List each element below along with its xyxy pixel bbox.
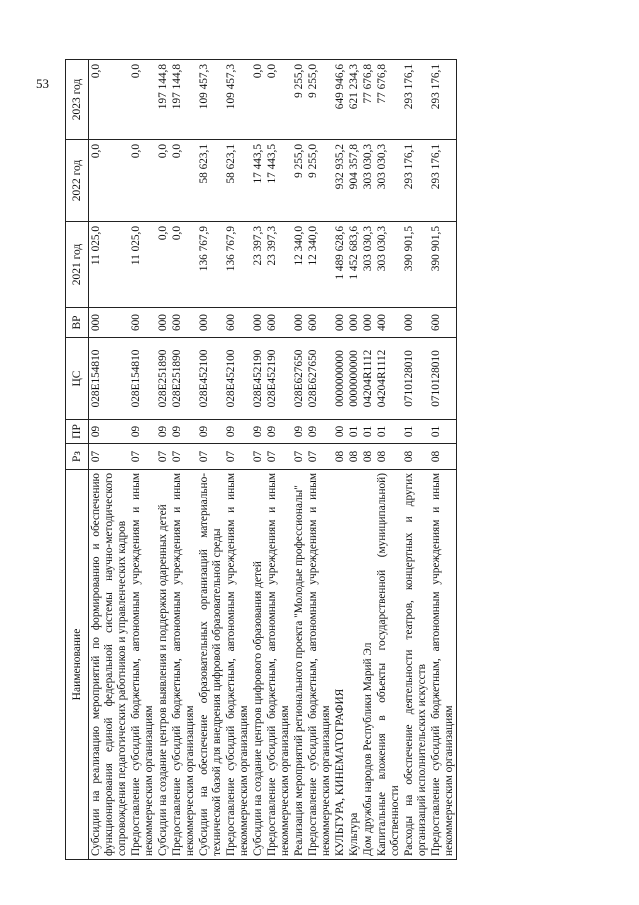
row-2021: 390 901,5 xyxy=(402,222,429,308)
row-pr: 01 xyxy=(361,420,375,444)
row-vr: 600 xyxy=(306,308,333,338)
row-2022: 17 443,5 xyxy=(251,140,265,222)
row-vr: 000 xyxy=(361,308,375,338)
header-vr: ВР xyxy=(66,308,89,338)
row-pr: 09 xyxy=(197,420,224,444)
row-pr: 09 xyxy=(224,420,251,444)
row-rz: 08 xyxy=(402,444,429,470)
row-2023: 77 676,8 xyxy=(375,60,402,140)
row-2022: 0,0 xyxy=(89,140,130,222)
row-2022: 303 030,3 xyxy=(375,140,402,222)
row-cs: 028E452190 xyxy=(251,338,265,420)
row-vr: 000 xyxy=(89,308,130,338)
row-2022: 932 935,2 xyxy=(333,140,347,222)
row-rz: 07 xyxy=(156,444,170,470)
row-rz: 07 xyxy=(251,444,265,470)
row-vr: 000 xyxy=(197,308,224,338)
header-pr: ПР xyxy=(66,420,89,444)
row-rz: 08 xyxy=(375,444,402,470)
row-rz: 07 xyxy=(265,444,292,470)
row-2023: 109 457,3 xyxy=(224,60,251,140)
row-vr: 400 xyxy=(375,308,402,338)
row-2023: 197 144,8 xyxy=(156,60,170,140)
header-2022: 2022 год xyxy=(66,140,89,222)
table-row xyxy=(251,60,265,860)
row-cs: 028E452100 xyxy=(224,338,251,420)
row-cs: 04204R1112 xyxy=(375,338,402,420)
table-row xyxy=(129,60,156,860)
row-name: Субсидии на создание центров цифрового образования детей xyxy=(251,470,265,860)
table-row xyxy=(292,60,306,860)
row-2023: 0,0 xyxy=(251,60,265,140)
table-row xyxy=(89,60,130,860)
row-2022: 904 357,8 xyxy=(347,140,361,222)
row-rz: 07 xyxy=(292,444,306,470)
row-2023: 0,0 xyxy=(129,60,156,140)
row-2022: 0,0 xyxy=(170,140,197,222)
row-name: Культура xyxy=(347,470,361,860)
row-2022: 58 623,1 xyxy=(197,140,224,222)
row-2023: 293 176,1 xyxy=(429,60,457,140)
row-2021: 12 340,0 xyxy=(306,222,333,308)
row-2021: 303 030,3 xyxy=(375,222,402,308)
row-name: Предоставление субсидий бюджетным, автономным учреждениям и иным некоммерческим организациям xyxy=(129,470,156,860)
budget-table-container xyxy=(65,60,625,860)
row-pr: 01 xyxy=(347,420,361,444)
row-name: Предоставление субсидий бюджетным, автономным учреждениям и иным некоммерческим организациям xyxy=(170,470,197,860)
row-name: Предоставление субсидий бюджетным, автономным учреждениям и иным некоммерческим организациям xyxy=(224,470,251,860)
row-cs: 0710128010 xyxy=(429,338,457,420)
table-row xyxy=(375,60,402,860)
row-2022: 293 176,1 xyxy=(429,140,457,222)
row-rz: 07 xyxy=(89,444,130,470)
row-2023: 9 255,0 xyxy=(306,60,333,140)
row-pr: 01 xyxy=(375,420,402,444)
row-2023: 649 946,6 xyxy=(333,60,347,140)
table-row xyxy=(333,60,347,860)
row-2023: 621 234,3 xyxy=(347,60,361,140)
row-name: Расходы на обеспечение деятельности театров, концертных и других организаций исполнительских искусств xyxy=(402,470,429,860)
row-2023: 0,0 xyxy=(265,60,292,140)
row-2021: 1 452 683,6 xyxy=(347,222,361,308)
row-2021: 11 025,0 xyxy=(89,222,130,308)
row-cs: 028E627650 xyxy=(292,338,306,420)
row-pr: 09 xyxy=(306,420,333,444)
row-2021: 23 397,3 xyxy=(265,222,292,308)
table-row xyxy=(197,60,224,860)
row-rz: 07 xyxy=(129,444,156,470)
row-vr: 600 xyxy=(129,308,156,338)
row-name: КУЛЬТУРА, КИНЕМАТОГРАФИЯ xyxy=(333,470,347,860)
row-name: Капитальные вложения в объекты государственной (муниципальной) собственности xyxy=(375,470,402,860)
row-2022: 293 176,1 xyxy=(402,140,429,222)
row-pr: 09 xyxy=(251,420,265,444)
table-row xyxy=(156,60,170,860)
table-row xyxy=(306,60,333,860)
row-cs: 028E452100 xyxy=(197,338,224,420)
row-2022: 0,0 xyxy=(129,140,156,222)
header-rz: Рз xyxy=(66,444,89,470)
row-2021: 390 901,5 xyxy=(429,222,457,308)
header-name: Наименование xyxy=(66,470,89,860)
row-2021: 11 025,0 xyxy=(129,222,156,308)
table-row xyxy=(170,60,197,860)
row-rz: 08 xyxy=(347,444,361,470)
row-2021: 1 489 628,6 xyxy=(333,222,347,308)
row-vr: 000 xyxy=(156,308,170,338)
page-number: 53 xyxy=(36,76,49,91)
row-cs: 0710128010 xyxy=(402,338,429,420)
row-pr: 00 xyxy=(333,420,347,444)
row-2022: 9 255,0 xyxy=(306,140,333,222)
row-cs: 0000000000 xyxy=(333,338,347,420)
row-2023: 109 457,3 xyxy=(197,60,224,140)
table-header-row xyxy=(66,60,89,860)
row-vr: 600 xyxy=(224,308,251,338)
row-cs: 0000000000 xyxy=(347,338,361,420)
row-pr: 01 xyxy=(402,420,429,444)
table-row xyxy=(347,60,361,860)
row-2022: 17 443,5 xyxy=(265,140,292,222)
row-rz: 08 xyxy=(429,444,457,470)
row-2022: 9 255,0 xyxy=(292,140,306,222)
row-2021: 0,0 xyxy=(156,222,170,308)
row-2021: 23 397,3 xyxy=(251,222,265,308)
row-rz: 07 xyxy=(224,444,251,470)
row-rz: 07 xyxy=(306,444,333,470)
budget-table xyxy=(65,59,457,860)
row-vr: 600 xyxy=(170,308,197,338)
row-cs: 028E251890 xyxy=(170,338,197,420)
header-2023: 2023 год xyxy=(66,60,89,140)
row-vr: 600 xyxy=(265,308,292,338)
row-cs: 028E627650 xyxy=(306,338,333,420)
header-2021: 2021 год xyxy=(66,222,89,308)
header-cs: ЦС xyxy=(66,338,89,420)
row-name: Субсидии на реализацию мероприятий по формированию и обеспечению функционирования единой федеральной системы научно-методического сопровождения педагогических работников и управленческих кадров xyxy=(89,470,130,860)
row-pr: 09 xyxy=(156,420,170,444)
table-row xyxy=(429,60,457,860)
row-pr: 01 xyxy=(429,420,457,444)
row-cs: 028E154810 xyxy=(129,338,156,420)
row-2023: 0,0 xyxy=(89,60,130,140)
table-row xyxy=(265,60,292,860)
row-2022: 0,0 xyxy=(156,140,170,222)
row-pr: 09 xyxy=(292,420,306,444)
row-name: Реализация мероприятий регионального проекта "Молодые профессионалы" xyxy=(292,470,306,860)
row-name: Субсидии на создание центров выявления и поддержки одаренных детей xyxy=(156,470,170,860)
table-row xyxy=(361,60,375,860)
row-vr: 000 xyxy=(251,308,265,338)
row-pr: 09 xyxy=(170,420,197,444)
row-name: Предоставление субсидий бюджетным, автономным учреждениям и иным некоммерческим организациям xyxy=(265,470,292,860)
row-rz: 07 xyxy=(170,444,197,470)
row-vr: 000 xyxy=(402,308,429,338)
row-name: Субсидии на обеспечение образовательных организаций материально-технической базой для внедрения цифровой образовательной среды xyxy=(197,470,224,860)
row-cs: 028E154810 xyxy=(89,338,130,420)
row-2022: 58 623,1 xyxy=(224,140,251,222)
row-cs: 028E251890 xyxy=(156,338,170,420)
row-2021: 136 767,9 xyxy=(197,222,224,308)
row-vr: 000 xyxy=(347,308,361,338)
table-row xyxy=(402,60,429,860)
row-cs: 04204R1112 xyxy=(361,338,375,420)
row-name: Предоставление субсидий бюджетным, автономным учреждениям и иным некоммерческим организациям xyxy=(429,470,457,860)
row-2021: 0,0 xyxy=(170,222,197,308)
row-name: Предоставление субсидий бюджетным, автономным учреждениям и иным некоммерческим организациям xyxy=(306,470,333,860)
row-2023: 197 144,8 xyxy=(170,60,197,140)
row-2021: 303 030,3 xyxy=(361,222,375,308)
row-rz: 07 xyxy=(197,444,224,470)
row-cs: 028E452190 xyxy=(265,338,292,420)
table-body xyxy=(89,60,457,860)
row-pr: 09 xyxy=(265,420,292,444)
row-rz: 08 xyxy=(361,444,375,470)
table-row xyxy=(224,60,251,860)
row-name: Дом дружбы народов Республики Марий Эл xyxy=(361,470,375,860)
row-2021: 12 340,0 xyxy=(292,222,306,308)
row-vr: 600 xyxy=(429,308,457,338)
row-vr: 000 xyxy=(333,308,347,338)
row-rz: 08 xyxy=(333,444,347,470)
row-pr: 09 xyxy=(129,420,156,444)
row-2021: 136 767,9 xyxy=(224,222,251,308)
row-2023: 293 176,1 xyxy=(402,60,429,140)
row-2023: 9 255,0 xyxy=(292,60,306,140)
row-vr: 000 xyxy=(292,308,306,338)
row-2023: 77 676,8 xyxy=(361,60,375,140)
row-pr: 09 xyxy=(89,420,130,444)
row-2022: 303 030,3 xyxy=(361,140,375,222)
